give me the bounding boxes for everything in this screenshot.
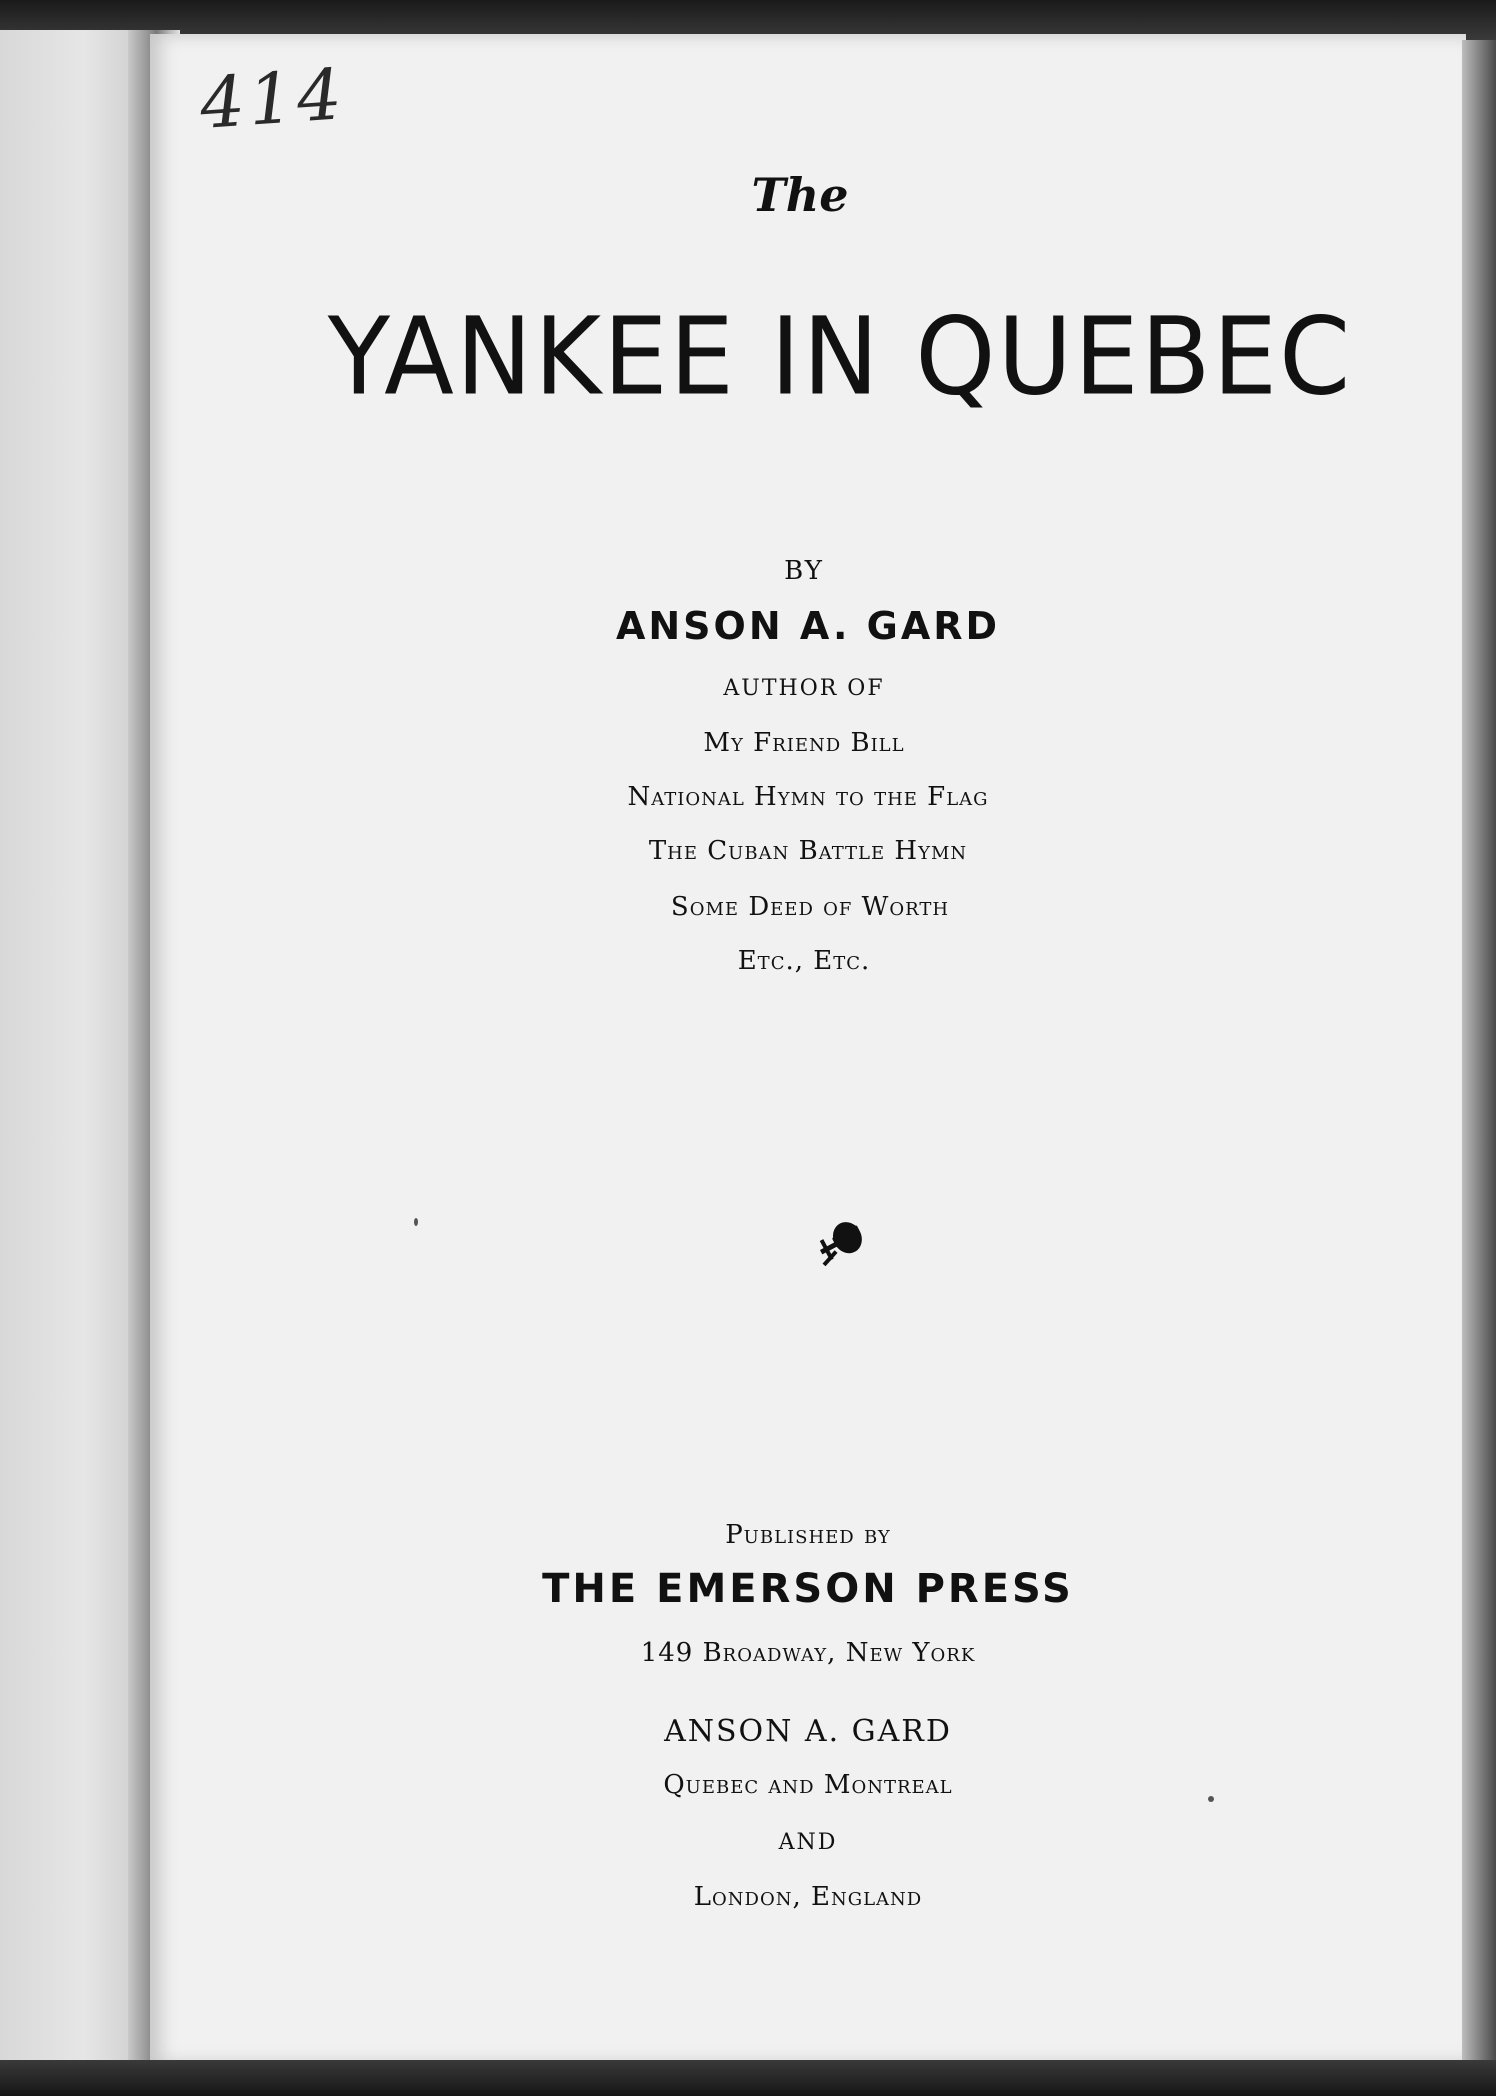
work-title: Etc., Etc.: [737, 946, 871, 976]
title-prefix: The: [751, 168, 849, 222]
agent-cities: Quebec and Montreal: [663, 1770, 953, 1800]
by-label: BY: [784, 556, 824, 586]
scan-bottom-edge: [0, 2060, 1496, 2096]
publisher-address: 149 Broadway, New York: [640, 1638, 976, 1668]
published-by-label: Published by: [725, 1520, 891, 1550]
acorn-ornament-icon: [806, 1212, 882, 1276]
handwritten-shelf-number: 414: [197, 53, 349, 145]
publisher-name: THE EMERSON PRESS: [542, 1566, 1074, 1612]
page-title: YANKEE IN QUEBEC: [327, 295, 1353, 420]
paper-speck: [1208, 1796, 1214, 1802]
paper-speck: [414, 1218, 418, 1226]
agent-name: ANSON A. GARD: [664, 1714, 952, 1749]
and-label: AND: [778, 1830, 838, 1855]
flyleaf-page: [0, 30, 140, 2070]
agent-london: London, England: [693, 1882, 923, 1912]
work-title: My Friend Bill: [703, 728, 905, 758]
author-of-label: AUTHOR OF: [723, 676, 885, 701]
author-name: ANSON A. GARD: [615, 604, 1001, 648]
work-title: National Hymn to the Flag: [627, 782, 989, 812]
work-title: The Cuban Battle Hymn: [648, 836, 968, 866]
work-title: Some Deed of Worth: [670, 892, 950, 922]
